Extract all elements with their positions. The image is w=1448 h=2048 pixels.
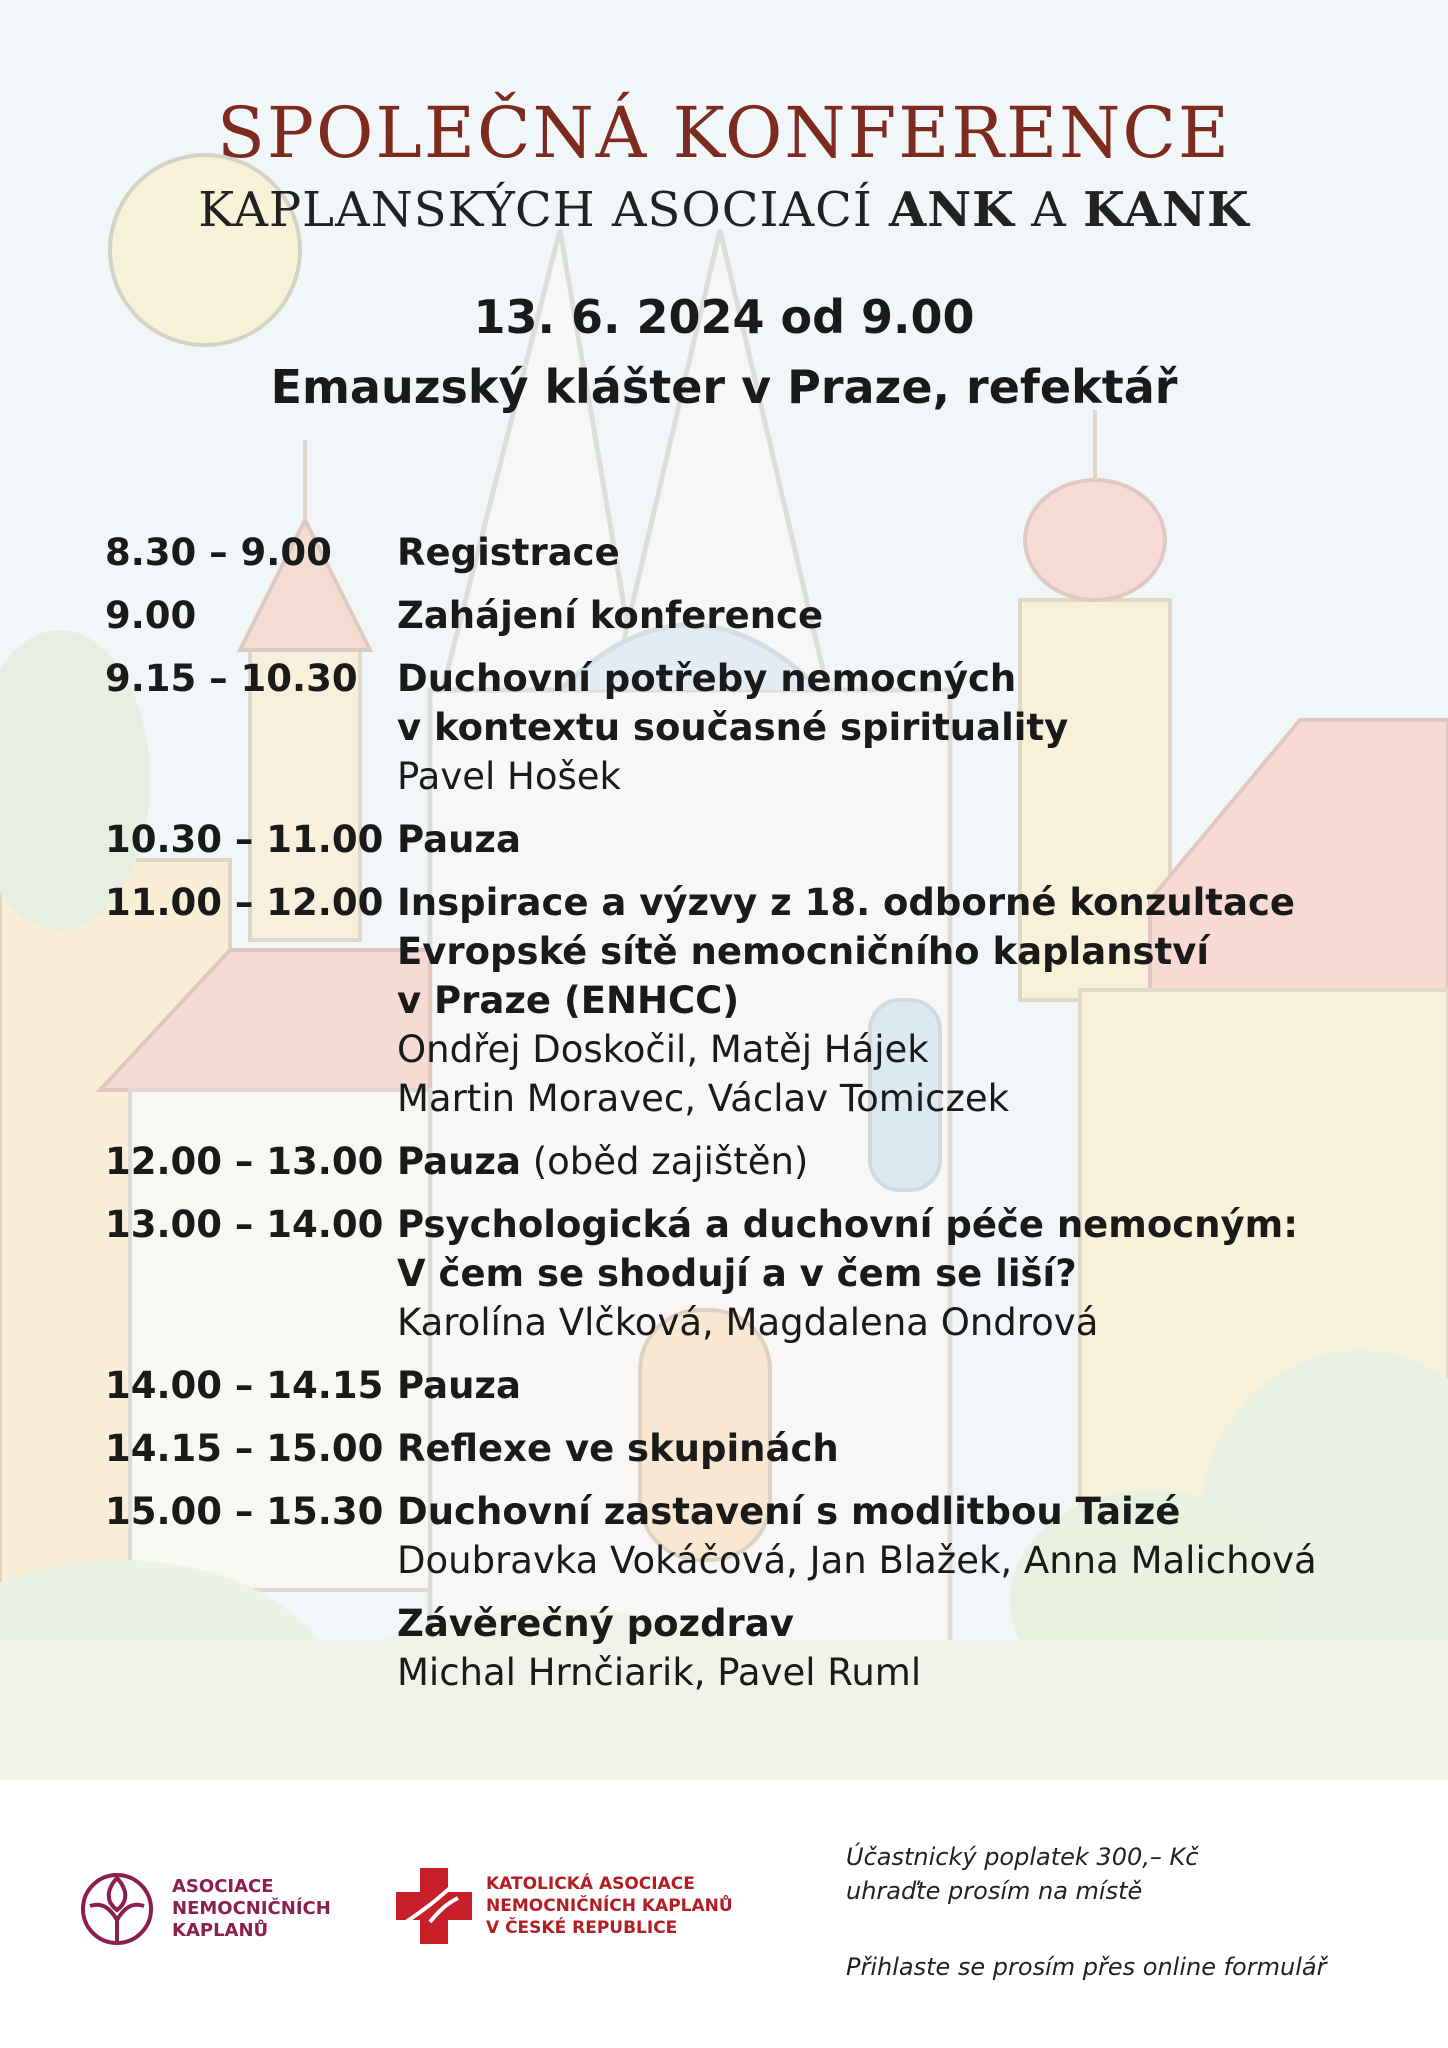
program-item [105,1361,1405,1410]
red-cross-hands-icon [392,1864,476,1948]
program-item [105,1487,1405,1585]
title-main: SPOLEČNÁ KONFERENCE [216,92,1232,174]
program-title-with-note [397,1137,1405,1186]
program-title: Inspirace a výzvy z 18. odborné konzultace [397,881,1295,924]
program-title: Zahájení konference [397,594,824,637]
program-list [105,528,1405,1711]
event-date: 13. 6. 2024 od 9.00 [473,290,975,344]
kank-abbr: KANK [1083,182,1250,238]
program-title: Pauza [397,818,521,861]
title-sub [0,182,1448,238]
program-item [105,591,1405,640]
registration-note: Přihlaste se prosím přes online formulář [846,1953,1327,1981]
program-time: 9.15 – 10.30 [105,657,358,700]
title-sub-and: A [1014,182,1084,238]
program-time: 11.00 – 12.00 [105,881,384,924]
program-title: Registrace [397,531,620,574]
program-item [105,654,1405,801]
program-title: v Praze (ENHCC) [397,979,740,1022]
ank-logo [76,1868,331,1950]
program-speakers: Michal Hrnčiarik, Pavel Ruml [397,1651,922,1694]
program-time: 9.00 [105,594,197,637]
kank-logo [392,1864,733,1948]
program-note: (oběd zajištěn) [520,1140,809,1183]
program-time [105,1599,397,1697]
program-title: Duchovní potřeby nemocných [397,657,1017,700]
program-item [105,815,1405,864]
program-item [105,1599,1405,1697]
kank-logo-line: V ČESKÉ REPUBLICE [486,1918,678,1938]
program-speakers: Karolína Vlčková, Magdalena Ondrová [397,1301,1099,1344]
program-item [105,1200,1405,1347]
program-speakers: Martin Moravec, Václav Tomiczek [397,1077,1010,1120]
event-venue: Emauzský klášter v Praze, refektář [270,360,1178,414]
program-title: Pauza [397,1364,521,1407]
program-time: 14.15 – 15.00 [105,1427,384,1470]
ank-logo-line: NEMOCNIČNÍCH [172,1898,331,1919]
program-title: Evropské sítě nemocničního kaplanství [397,930,1210,973]
title-sub-part: KAPLANSKÝCH ASOCIACÍ [198,182,890,238]
program-title: Závěrečný pozdrav [397,1602,794,1645]
program-time: 12.00 – 13.00 [105,1140,384,1183]
program-speakers: Ondřej Doskočil, Matěj Hájek [397,1028,929,1071]
program-title: Duchovní zastavení s modlitbou Taizé [397,1490,1181,1533]
ank-logo-line: KAPLANŮ [172,1920,269,1941]
program-title: Pauza [397,1140,521,1183]
program-item [105,528,1405,577]
program-title: V čem se shodují a v čem se liší? [397,1252,1077,1295]
ank-logo-line: ASOCIACE [172,1876,274,1897]
program-time: 14.00 – 14.15 [105,1364,384,1407]
kank-logo-line: KATOLICKÁ ASOCIACE [486,1874,695,1894]
footer [0,1780,1448,2048]
program-time: 8.30 – 9.00 [105,531,332,574]
kank-logo-line: NEMOCNIČNÍCH KAPLANŮ [486,1896,733,1916]
fee-payment-line: uhraďte prosím na místě [846,1877,1143,1905]
program-item [105,1424,1405,1473]
fee-line: Účastnický poplatek 300,– Kč [846,1843,1199,1871]
footer-notes [846,1840,1326,1984]
program-title: Psychologická a duchovní péče nemocným: [397,1203,1298,1246]
ank-abbr: ANK [889,182,1015,238]
program-title: Reflexe ve skupinách [397,1427,839,1470]
program-title: v kontextu současné spirituality [397,706,1069,749]
ank-emblem-icon [76,1868,158,1950]
program-speakers: Pavel Hošek [397,755,621,798]
program-time: 15.00 – 15.30 [105,1490,384,1533]
program-time: 13.00 – 14.00 [105,1203,384,1246]
program-item [105,878,1405,1123]
program-speakers: Doubravka Vokáčová, Jan Blažek, Anna Malichová [397,1539,1317,1582]
program-time: 10.30 – 11.00 [105,818,384,861]
program-item [105,1137,1405,1186]
